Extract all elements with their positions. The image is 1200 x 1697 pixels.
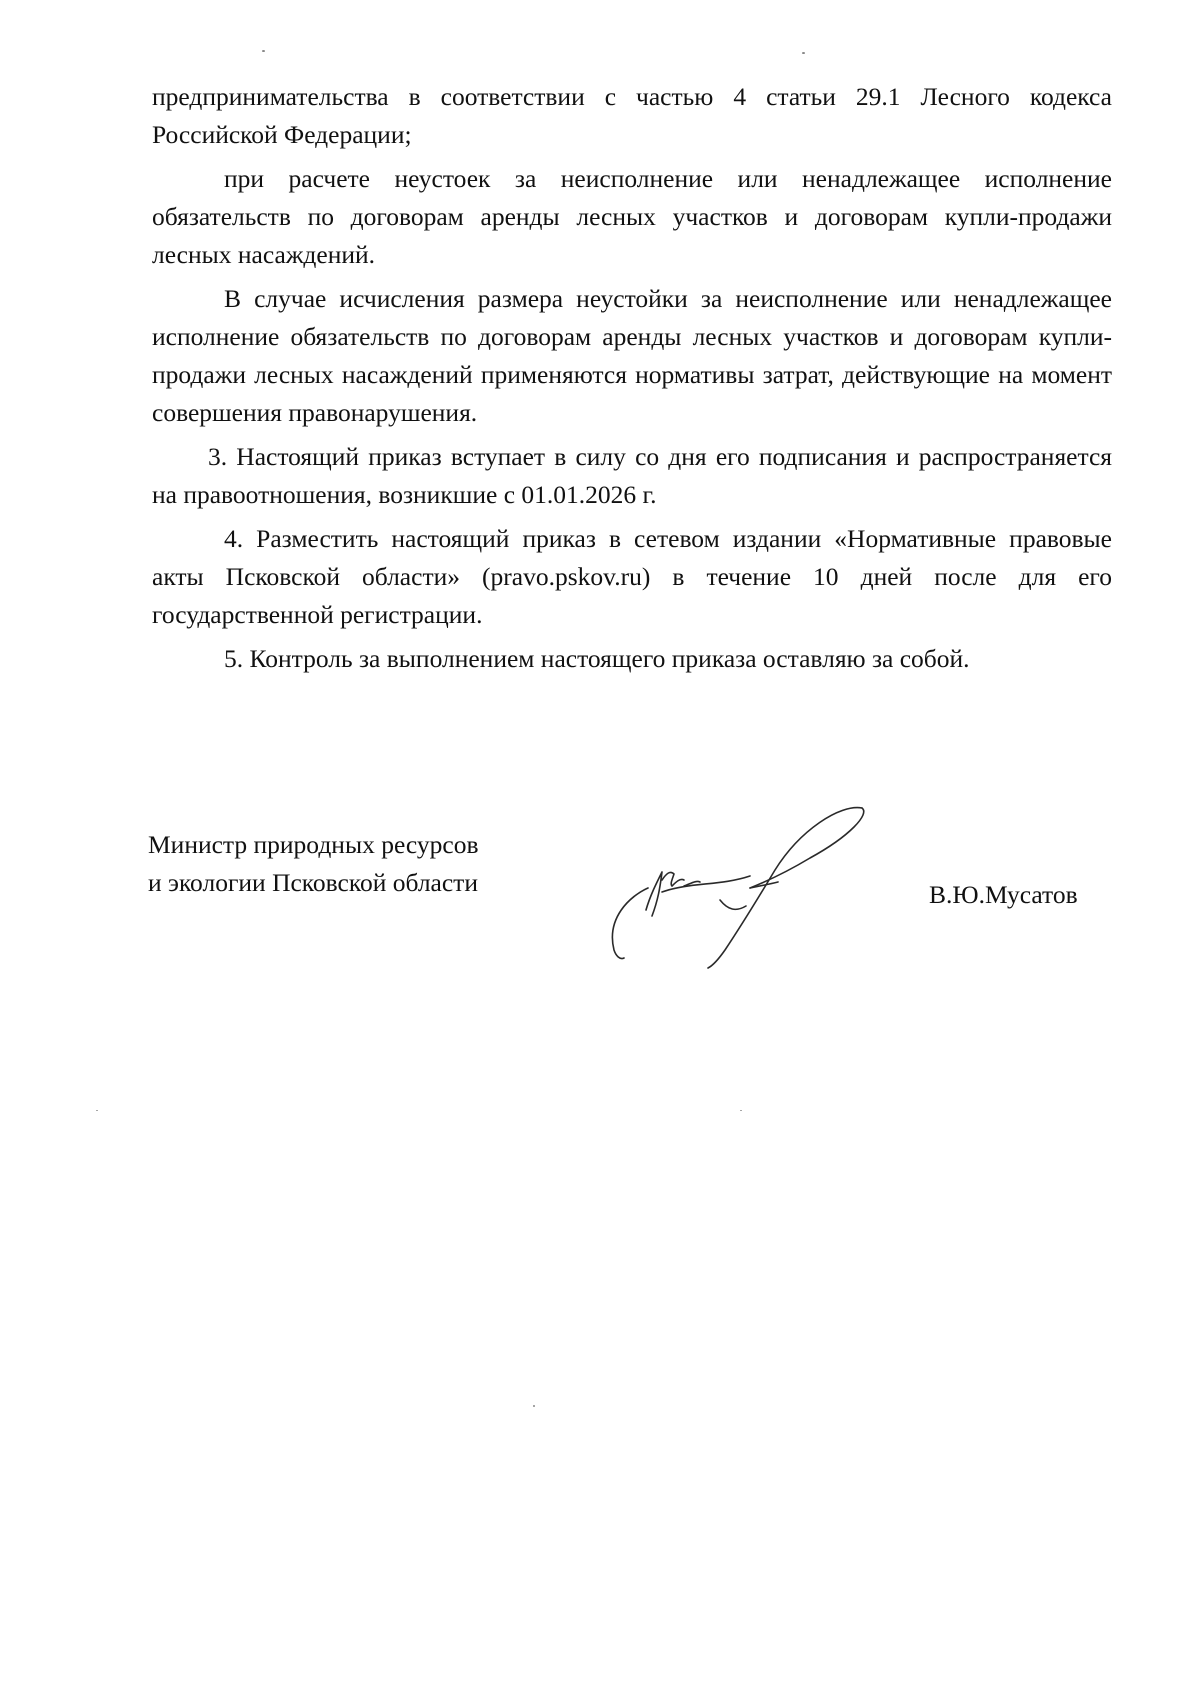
signatory-title-line-1: Министр природных ресурсов	[148, 830, 479, 859]
signatory-title	[148, 826, 479, 902]
paragraph-item-4: 4. Разместить настоящий приказ в сетевом издании «Нормативные правовые акты Псковской области» (pravo.pskov.ru) в течение 10 дней после для его государственной регистрации.	[152, 524, 1112, 629]
paragraph-continuation: предпринимательства в соответствии с частью 4 статьи 29.1 Лесного кодекса Российской Федерации;	[152, 82, 1112, 149]
paragraph-penalty-calculation: при расчете неустоек за неисполнение или ненадлежащее исполнение обязательств по договорам аренды лесных участков и договорам купли-продажи лесных насаждений.	[152, 164, 1112, 269]
scan-speck	[533, 1405, 535, 1407]
scan-speck	[96, 1110, 98, 1111]
paragraph-penalty-norms: В случае исчисления размера неустойки за неисполнение или ненадлежащее исполнение обязательств по договорам аренды лесных участков и договорам купли-продажи лесных насаждений применяются нормативы затрат, действующие на момент совершения правонарушения.	[152, 284, 1112, 427]
scan-speck	[262, 50, 265, 52]
paragraph-item-5: 5. Контроль за выполнением настоящего приказа оставляю за собой.	[224, 644, 970, 673]
document-body	[152, 78, 1112, 678]
scan-speck	[740, 1110, 742, 1111]
signatory-title-line-2: и экологии Псковской области	[148, 868, 478, 897]
handwritten-signature	[600, 800, 880, 970]
signatory-name: В.Ю.Мусатов	[929, 880, 1078, 909]
paragraph-item-3: 3. Настоящий приказ вступает в силу со дня его подписания и распространяется на правоотношения, возникшие с 01.01.2026 г.	[152, 442, 1112, 509]
scan-speck	[802, 52, 805, 54]
